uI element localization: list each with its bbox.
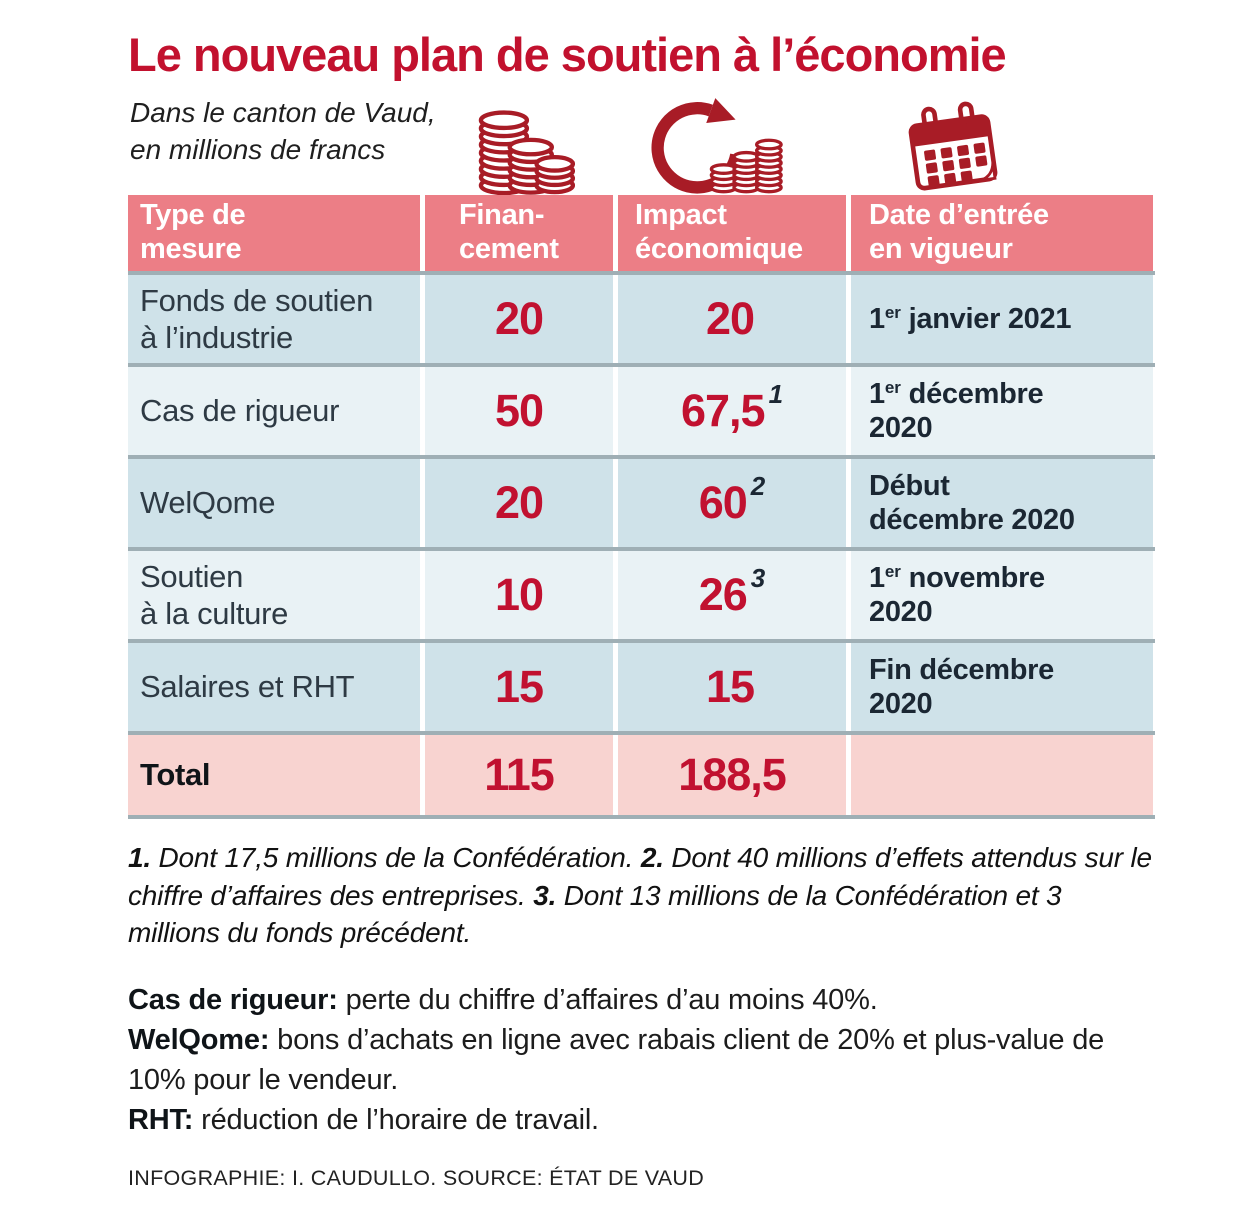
date-value: 1er janvier 2021 — [869, 302, 1072, 335]
page-title: Le nouveau plan de soutien à l’économie — [128, 28, 1006, 81]
definitions — [128, 980, 1155, 1140]
table-bottom-border — [128, 815, 1155, 819]
table-row-fonds-industrie — [128, 275, 1155, 363]
economic-cycle-icon — [648, 95, 786, 195]
table-row-soutien-culture — [128, 551, 1155, 639]
footnote-2-number: 2. — [640, 842, 664, 874]
footnote-2-text: Dont 40 millions d’effets attendus sur le chiffre d’affaires des entreprises. — [128, 842, 1152, 911]
footnote-1-number: 1. — [128, 842, 151, 874]
header-financement: Finan- cement — [425, 195, 613, 271]
header-impact-economique: Impact économique — [618, 195, 846, 271]
date-value: Début décembre 2020 — [869, 469, 1075, 537]
measure-label: Salaires et RHT — [140, 669, 355, 705]
table-row-cas-de-rigueur — [128, 367, 1155, 455]
subtitle — [130, 95, 436, 168]
footnotes — [128, 839, 1155, 952]
coins-stack-icon — [475, 103, 575, 195]
financing-value: 15 — [494, 661, 544, 713]
support-plan-table — [128, 195, 1155, 819]
impact-value: 67,5 — [680, 385, 765, 437]
footnote-1-text: Dont 17,5 millions de la Confédération. — [150, 842, 641, 874]
footnote-marker: 3 — [750, 562, 766, 593]
table-row-total — [128, 735, 1155, 815]
total-financing-value: 115 — [484, 749, 554, 801]
infographic-credit: INFOGRAPHIE: I. CAUDULLO. SOURCE: ÉTAT DE VAUD — [128, 1165, 705, 1190]
footnote-marker: 1 — [768, 378, 784, 409]
date-value: 1er décembre 2020 — [869, 377, 1044, 445]
financing-value: 10 — [494, 569, 544, 621]
definition-welqome: WelQome: bons d’achats en ligne avec rabais client de 20% et plus-value de 10% pour le vendeur. — [128, 1023, 1105, 1096]
footnote-3-text: Dont 13 millions de la Confédération et 3 millions du fonds précédent. — [128, 879, 1062, 949]
subtitle-line2: en millions de francs — [130, 133, 386, 165]
total-label: Total — [140, 757, 211, 793]
impact-value: 20 — [705, 293, 755, 345]
measure-label: Fonds de soutien à l’industrie — [140, 282, 374, 356]
financing-value: 50 — [494, 385, 544, 437]
table-row-salaires-rht — [128, 643, 1155, 731]
definition-rht: RHT: réduction de l’horaire de travail. — [128, 1103, 599, 1136]
impact-value: 26 — [698, 569, 747, 621]
subtitle-line1: Dans le canton de Vaud, — [130, 97, 436, 129]
total-empty-cell — [851, 735, 1153, 815]
table-row-welqome — [128, 459, 1155, 547]
definition-cas-de-rigueur: Cas de rigueur: perte du chiffre d’affaires d’au moins 40%. — [128, 983, 878, 1016]
footnote-marker: 2 — [750, 470, 766, 501]
measure-label: Cas de rigueur — [140, 393, 340, 429]
total-impact-value: 188,5 — [678, 749, 786, 801]
date-value: Fin décembre 2020 — [869, 653, 1054, 721]
financing-value: 20 — [494, 477, 544, 529]
financing-value: 20 — [494, 293, 544, 345]
header-date-entree-vigueur: Date d’entrée en vigueur — [851, 195, 1153, 271]
impact-value: 60 — [698, 477, 747, 529]
impact-value: 15 — [705, 661, 755, 713]
calendar-icon — [900, 95, 1005, 195]
header-type-de-mesure: Type de mesure — [128, 195, 420, 271]
measure-label: WelQome — [140, 485, 276, 521]
lede-row — [128, 93, 1155, 195]
measure-label: Soutien à la culture — [140, 558, 289, 632]
footnote-3-number: 3. — [533, 879, 557, 911]
date-value: 1er novembre 2020 — [869, 561, 1045, 629]
table-header-row — [128, 195, 1155, 271]
